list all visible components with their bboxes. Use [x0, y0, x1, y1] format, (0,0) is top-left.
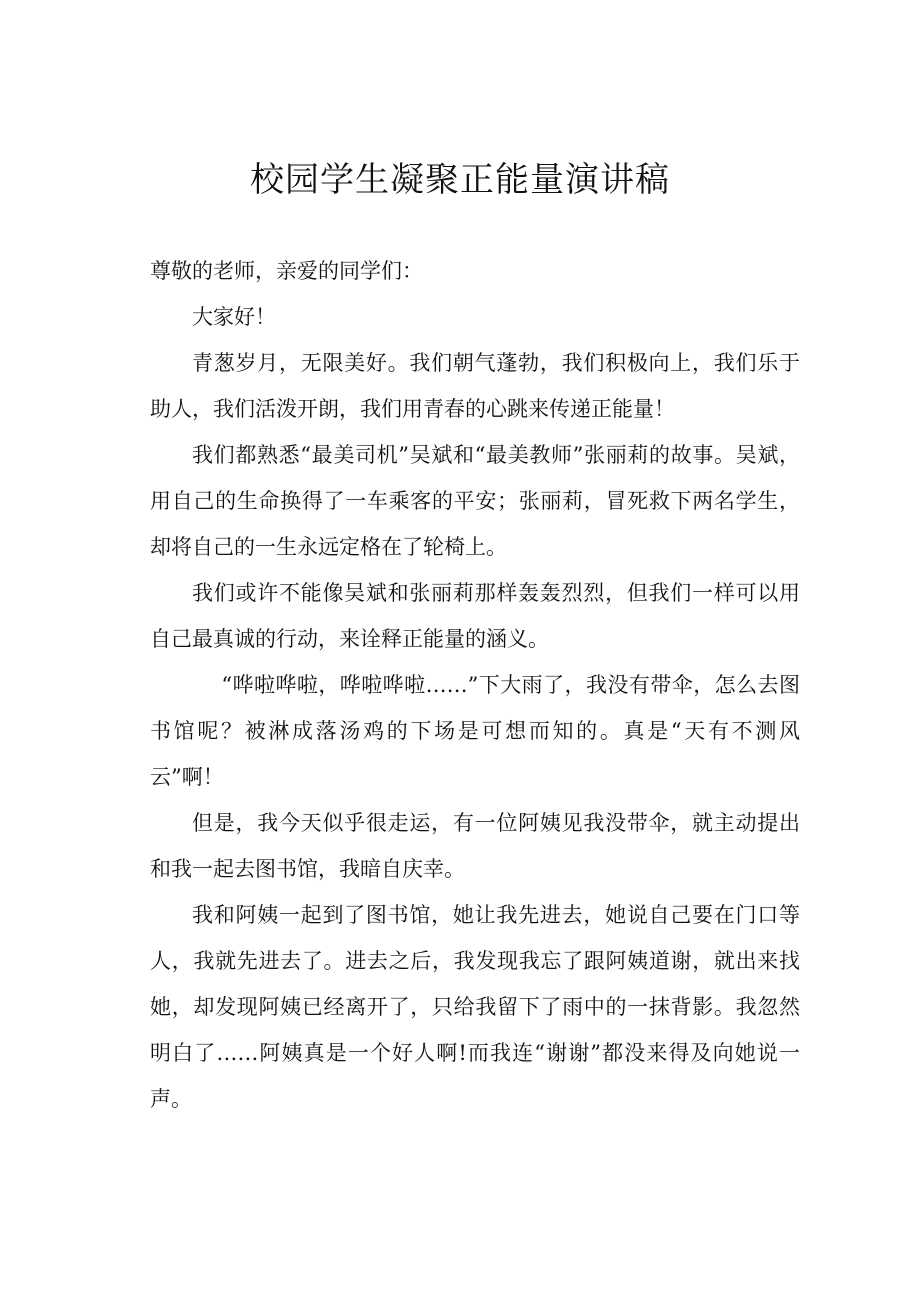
paragraph-sincere-action: 我们或许不能像吴斌和张丽莉那样轰轰烈烈，但我们一样可以用自己最真诚的行动，来诠释正能量的涵义。 — [150, 581, 800, 651]
paragraph-greeting: 大家好！ — [192, 305, 276, 329]
paragraph-role-models: 我们都熟悉“最美司机”吴斌和“最美教师”张丽莉的故事。吴斌，用自己的生命换得了一车乘客的平安；张丽莉，冒死救下两名学生，却将自己的一生永远定格在了轮椅上。 — [150, 443, 800, 559]
document-title: 校园学生凝聚正能量演讲稿 — [250, 160, 670, 200]
paragraph-library: 我和阿姨一起到了图书馆，她让我先进去，她说自己要在门口等人，我就先进去了。进去之后，我发现我忘了跟阿姨道谢，就出来找她，却发现阿姨已经离开了，只给我留下了雨中的一抹背影。我忽然明白了……阿姨真是一个好人啊!而我连“谢谢”都没来得及向她说一声。 — [150, 903, 800, 1111]
document-body — [150, 248, 800, 1122]
salutation: 尊敬的老师，亲爱的同学们： — [150, 259, 423, 283]
paragraph-rain: “哗啦哗啦，哗啦哗啦……”下大雨了，我没有带伞，怎么去图书馆呢？被淋成落汤鸡的下场是可想而知的。真是“天有不测风云”啊！ — [150, 673, 800, 789]
paragraph-youth: 青葱岁月，无限美好。我们朝气蓬勃，我们积极向上，我们乐于助人，我们活泼开朗，我们用青春的心跳来传递正能量！ — [150, 351, 800, 421]
paragraph-lucky: 但是，我今天似乎很走运，有一位阿姨见我没带伞，就主动提出和我一起去图书馆，我暗自庆幸。 — [150, 811, 800, 881]
